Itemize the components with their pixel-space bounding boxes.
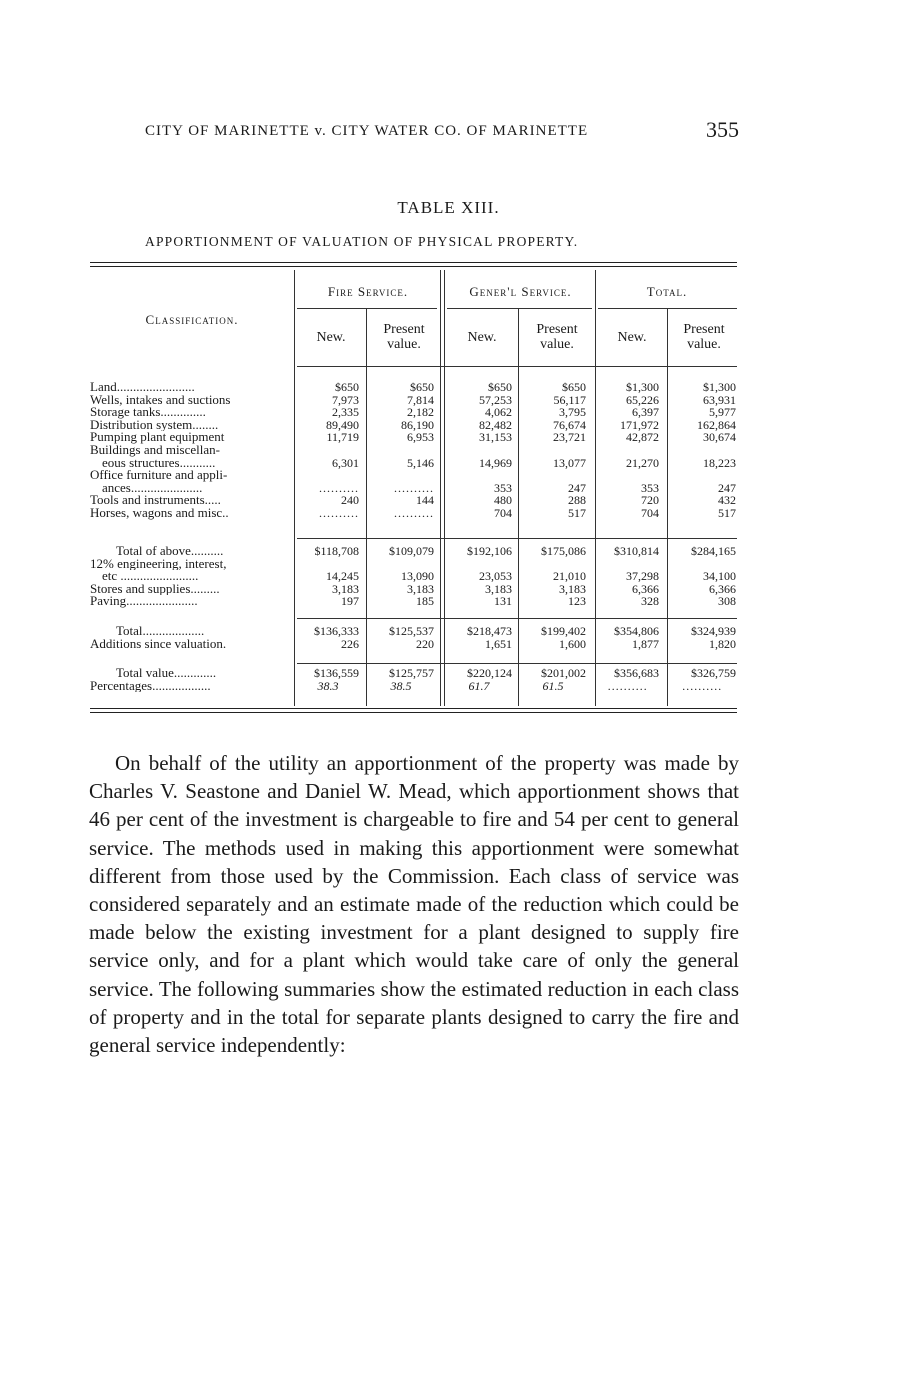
col-divider [595, 270, 596, 706]
table-cell: 3,795 [559, 406, 586, 419]
table-cell: .......... [394, 506, 434, 520]
value-column [520, 545, 586, 608]
table-cell: 37,298 [626, 570, 659, 583]
row-label: Storage tanks.............. [90, 406, 206, 419]
value-column [297, 381, 359, 520]
table-cell [597, 444, 659, 457]
table-cell: 6,397 [632, 406, 659, 419]
running-head-title: CITY OF MARINETTE v. CITY WATER CO. OF MARINETTE [145, 123, 589, 139]
table-cell: $109,079 [389, 545, 434, 558]
group-underline [598, 308, 737, 309]
group-header-total: Total. [646, 284, 688, 299]
table-cell: $118,708 [314, 545, 359, 558]
table-cell: 171,972 [620, 418, 659, 432]
col-divider [667, 308, 668, 706]
row-label: etc ........................ [102, 570, 199, 583]
value-column [297, 545, 359, 608]
table-cell: 76,674 [553, 418, 586, 432]
table-cell: $125,757 [389, 667, 434, 680]
table-subtitle: APPORTIONMENT OF VALUATION OF PHYSICAL PROPERTY. [145, 234, 579, 249]
table-cell: $175,086 [541, 545, 586, 558]
table-cell: 1,651 [485, 637, 512, 651]
row-label: Percentages.................. [90, 679, 211, 693]
table-cell: 197 [341, 595, 359, 608]
table-cell: .......... [394, 481, 434, 495]
table-cell: 7,973 [332, 393, 359, 407]
col-divider [294, 270, 295, 706]
table-cell: 42,872 [626, 431, 659, 444]
table-cell [669, 558, 736, 571]
header-bottom-rule [297, 366, 737, 367]
table-cell: 38.3 [317, 679, 339, 693]
value-column [597, 625, 659, 650]
table-cell: $199,402 [541, 625, 586, 638]
row-label: Additions since valuation. [90, 637, 227, 651]
table-cell: 4,062 [485, 406, 512, 419]
table-cell [669, 444, 736, 457]
table-bottom-rule-2 [90, 712, 737, 713]
row-label: Horses, wagons and misc.. [90, 506, 229, 520]
value-column [368, 625, 434, 650]
table-cell [520, 444, 586, 457]
table-cell: $136,559 [314, 667, 359, 680]
value-column [368, 667, 434, 692]
table-cell: 56,117 [553, 393, 586, 407]
row-label: Total value............. [116, 667, 217, 680]
table-cell: 288 [568, 494, 586, 507]
subheader-total-present: Present value. [683, 322, 725, 352]
table-cell: .......... [682, 679, 723, 693]
table-cell: 34,100 [703, 570, 736, 583]
table-cell: 353 [494, 481, 512, 495]
row-label: ances...................... [102, 481, 203, 495]
value-column [520, 625, 586, 650]
table-cell: 328 [641, 595, 659, 608]
body-text [89, 749, 739, 1059]
table-cell: 162,864 [697, 418, 736, 432]
value-column [520, 667, 586, 692]
table-cell [368, 444, 434, 457]
table-cell: 23,721 [553, 431, 586, 444]
table-cell: 144 [416, 494, 434, 507]
table-top-rule-2 [90, 266, 737, 267]
table-cell: 3,183 [407, 582, 434, 596]
section-rule [297, 618, 737, 619]
subheader-total-new: New. [617, 330, 647, 345]
row-label: 12% engineering, interest, [90, 557, 227, 571]
table-cell: 3,183 [485, 582, 512, 596]
table-cell: $1,300 [703, 381, 736, 394]
page-number: 355 [706, 117, 739, 142]
table-cell [597, 558, 659, 571]
table-cell: 6,366 [632, 582, 659, 596]
row-label: eous structures........... [102, 456, 216, 470]
value-column [669, 667, 736, 692]
table-top-rule [90, 262, 737, 263]
table-cell: 480 [494, 494, 512, 507]
table-cell [368, 558, 434, 571]
table-cell: 1,600 [559, 637, 586, 651]
table-cell: $218,473 [467, 625, 512, 638]
table-cell: $356,683 [614, 667, 659, 680]
table-cell: 82,482 [479, 418, 512, 432]
table-title: TABLE XIII. [397, 198, 500, 217]
row-label: Land........................ [90, 381, 195, 394]
value-column [368, 381, 434, 520]
row-labels [90, 545, 294, 608]
table-cell: $326,759 [691, 667, 736, 680]
group-underline [447, 308, 592, 309]
subheader-general-new: New. [467, 330, 497, 345]
table-cell [446, 444, 512, 457]
classification-header: Classification. [145, 312, 239, 327]
value-column [297, 625, 359, 650]
table-cell: 30,674 [703, 431, 736, 444]
table-cell: $650 [410, 381, 434, 394]
row-label: Office furniture and appli- [90, 469, 228, 482]
table-cell: 1,820 [709, 637, 736, 651]
table-cell [520, 469, 586, 482]
group-header-fire: Fire Service. [327, 284, 409, 299]
table-cell: $284,165 [691, 545, 736, 558]
table-cell: 517 [568, 506, 586, 520]
table-cell: 123 [568, 595, 586, 608]
table-cell: $1,300 [626, 381, 659, 394]
row-label: Wells, intakes and suctions [90, 393, 231, 407]
row-label: Tools and instruments..... [90, 494, 221, 507]
table-cell: 7,814 [407, 393, 434, 407]
table-cell: 247 [718, 481, 736, 495]
table-cell: 240 [341, 494, 359, 507]
value-column [297, 667, 359, 692]
value-column [368, 545, 434, 608]
table-cell [297, 558, 359, 571]
table-cell: 38.5 [390, 679, 412, 693]
group-underline [297, 308, 437, 309]
table-cell: $310,814 [614, 545, 659, 558]
table-cell: 220 [416, 637, 434, 651]
table-cell [368, 469, 434, 482]
table-cell: 61.5 [542, 679, 564, 693]
table-cell: 3,183 [559, 582, 586, 596]
table-cell [520, 558, 586, 571]
table-cell: 6,301 [332, 456, 359, 470]
section-rule [297, 538, 737, 539]
table-cell [446, 469, 512, 482]
subheader-general-present: Present value. [536, 322, 578, 352]
table-cell: 14,969 [479, 456, 512, 470]
table-cell: .......... [319, 506, 359, 520]
table-cell: 13,090 [401, 570, 434, 583]
table-cell: $136,333 [314, 625, 359, 638]
table-cell: $650 [335, 381, 359, 394]
table-cell [297, 469, 359, 482]
table-cell: 131 [494, 595, 512, 608]
table-cell: 5,146 [407, 456, 434, 470]
value-column [597, 667, 659, 692]
subheader-fire-present: Present value. [383, 322, 425, 352]
col-divider [440, 270, 441, 706]
table-cell: 2,182 [407, 406, 434, 419]
row-label: Total of above.......... [116, 545, 224, 558]
table-cell: 432 [718, 494, 736, 507]
subheader-fire-new: New. [316, 330, 346, 345]
running-head [145, 117, 745, 145]
value-column [597, 381, 659, 520]
table-cell: 63,931 [703, 393, 736, 407]
table-cell: $201,002 [541, 667, 586, 680]
row-label: Pumping plant equipment [90, 431, 225, 444]
table-cell: 57,253 [479, 393, 512, 407]
value-column [446, 545, 512, 608]
table-cell: 31,153 [479, 431, 512, 444]
table-cell: $125,537 [389, 625, 434, 638]
table-cell: 3,183 [332, 582, 359, 596]
row-label: Distribution system........ [90, 418, 219, 432]
table-cell: .......... [608, 679, 648, 693]
table-cell [446, 558, 512, 571]
table-cell [297, 444, 359, 457]
table-cell [597, 469, 659, 482]
table-cell: 226 [341, 637, 359, 651]
table-cell: 353 [641, 481, 659, 495]
table-cell: 185 [416, 595, 434, 608]
table-cell: 13,077 [553, 456, 586, 470]
table-cell: $354,806 [614, 625, 659, 638]
table-cell: 1,877 [632, 637, 659, 651]
table-cell: 5,977 [709, 406, 736, 419]
body-paragraph: On behalf of the utility an apportionment of the property was made by Charles V. Seastone and Daniel W. Mead, which apportionment shows that 46 per cent of the investment is chargeable to fire and 54 per cent to general service. The methods used in making this apportionment were somewhat different from those used by the Commission. Each class of service was considered separately and an estimate made of the reduction which could be made below the existing investment for a plant designed to supply fire service only, and for a plant which would take care of only the general service. The following summaries show the estimated reduction in each class of property and in the total for separate plants designed to carry the fire and general service independently: [89, 751, 739, 1058]
value-column [669, 625, 736, 650]
value-column [669, 545, 736, 608]
table-cell [669, 469, 736, 482]
value-column [446, 625, 512, 650]
col-divider [518, 308, 519, 706]
table-cell: 65,226 [626, 393, 659, 407]
row-labels [90, 381, 294, 520]
row-labels [90, 625, 294, 650]
table-cell: 61.7 [468, 679, 490, 693]
table-cell: 21,270 [626, 456, 659, 470]
table-cell: $220,124 [467, 667, 512, 680]
col-divider [366, 308, 367, 706]
table-cell: 704 [494, 506, 512, 520]
table-cell: 704 [641, 506, 659, 520]
table-cell: 517 [718, 506, 736, 520]
table-bottom-rule [90, 708, 737, 709]
row-label: Paving...................... [90, 595, 198, 608]
value-column [446, 381, 512, 520]
table-cell: 11,719 [326, 431, 359, 444]
table-cell: 720 [641, 494, 659, 507]
table-cell: 247 [568, 481, 586, 495]
value-column [597, 545, 659, 608]
table-cell: $650 [488, 381, 512, 394]
table-cell: $192,106 [467, 545, 512, 558]
row-label: Buildings and miscellan- [90, 443, 220, 457]
table-cell: 308 [718, 595, 736, 608]
table-cell: 21,010 [553, 570, 586, 583]
table-cell: 18,223 [703, 456, 736, 470]
table-cell: 2,335 [332, 406, 359, 419]
table-cell: 6,953 [407, 431, 434, 444]
table-cell: 23,053 [479, 570, 512, 583]
value-column [520, 381, 586, 520]
col-divider [444, 270, 445, 706]
group-header-general: Gener'l Service. [469, 284, 572, 299]
value-column [446, 667, 512, 692]
value-column [669, 381, 736, 520]
table-cell: $650 [562, 381, 586, 394]
table-cell: 89,490 [326, 418, 359, 432]
table-cell: $324,939 [691, 625, 736, 638]
table-cell: 14,245 [326, 570, 359, 583]
table-cell: 6,366 [709, 582, 736, 596]
table-cell: .......... [319, 481, 359, 495]
table-cell: 86,190 [401, 418, 434, 432]
row-label: Stores and supplies......... [90, 582, 220, 596]
section-rule [297, 663, 737, 664]
row-labels [90, 667, 294, 692]
row-label: Total................... [116, 625, 205, 638]
